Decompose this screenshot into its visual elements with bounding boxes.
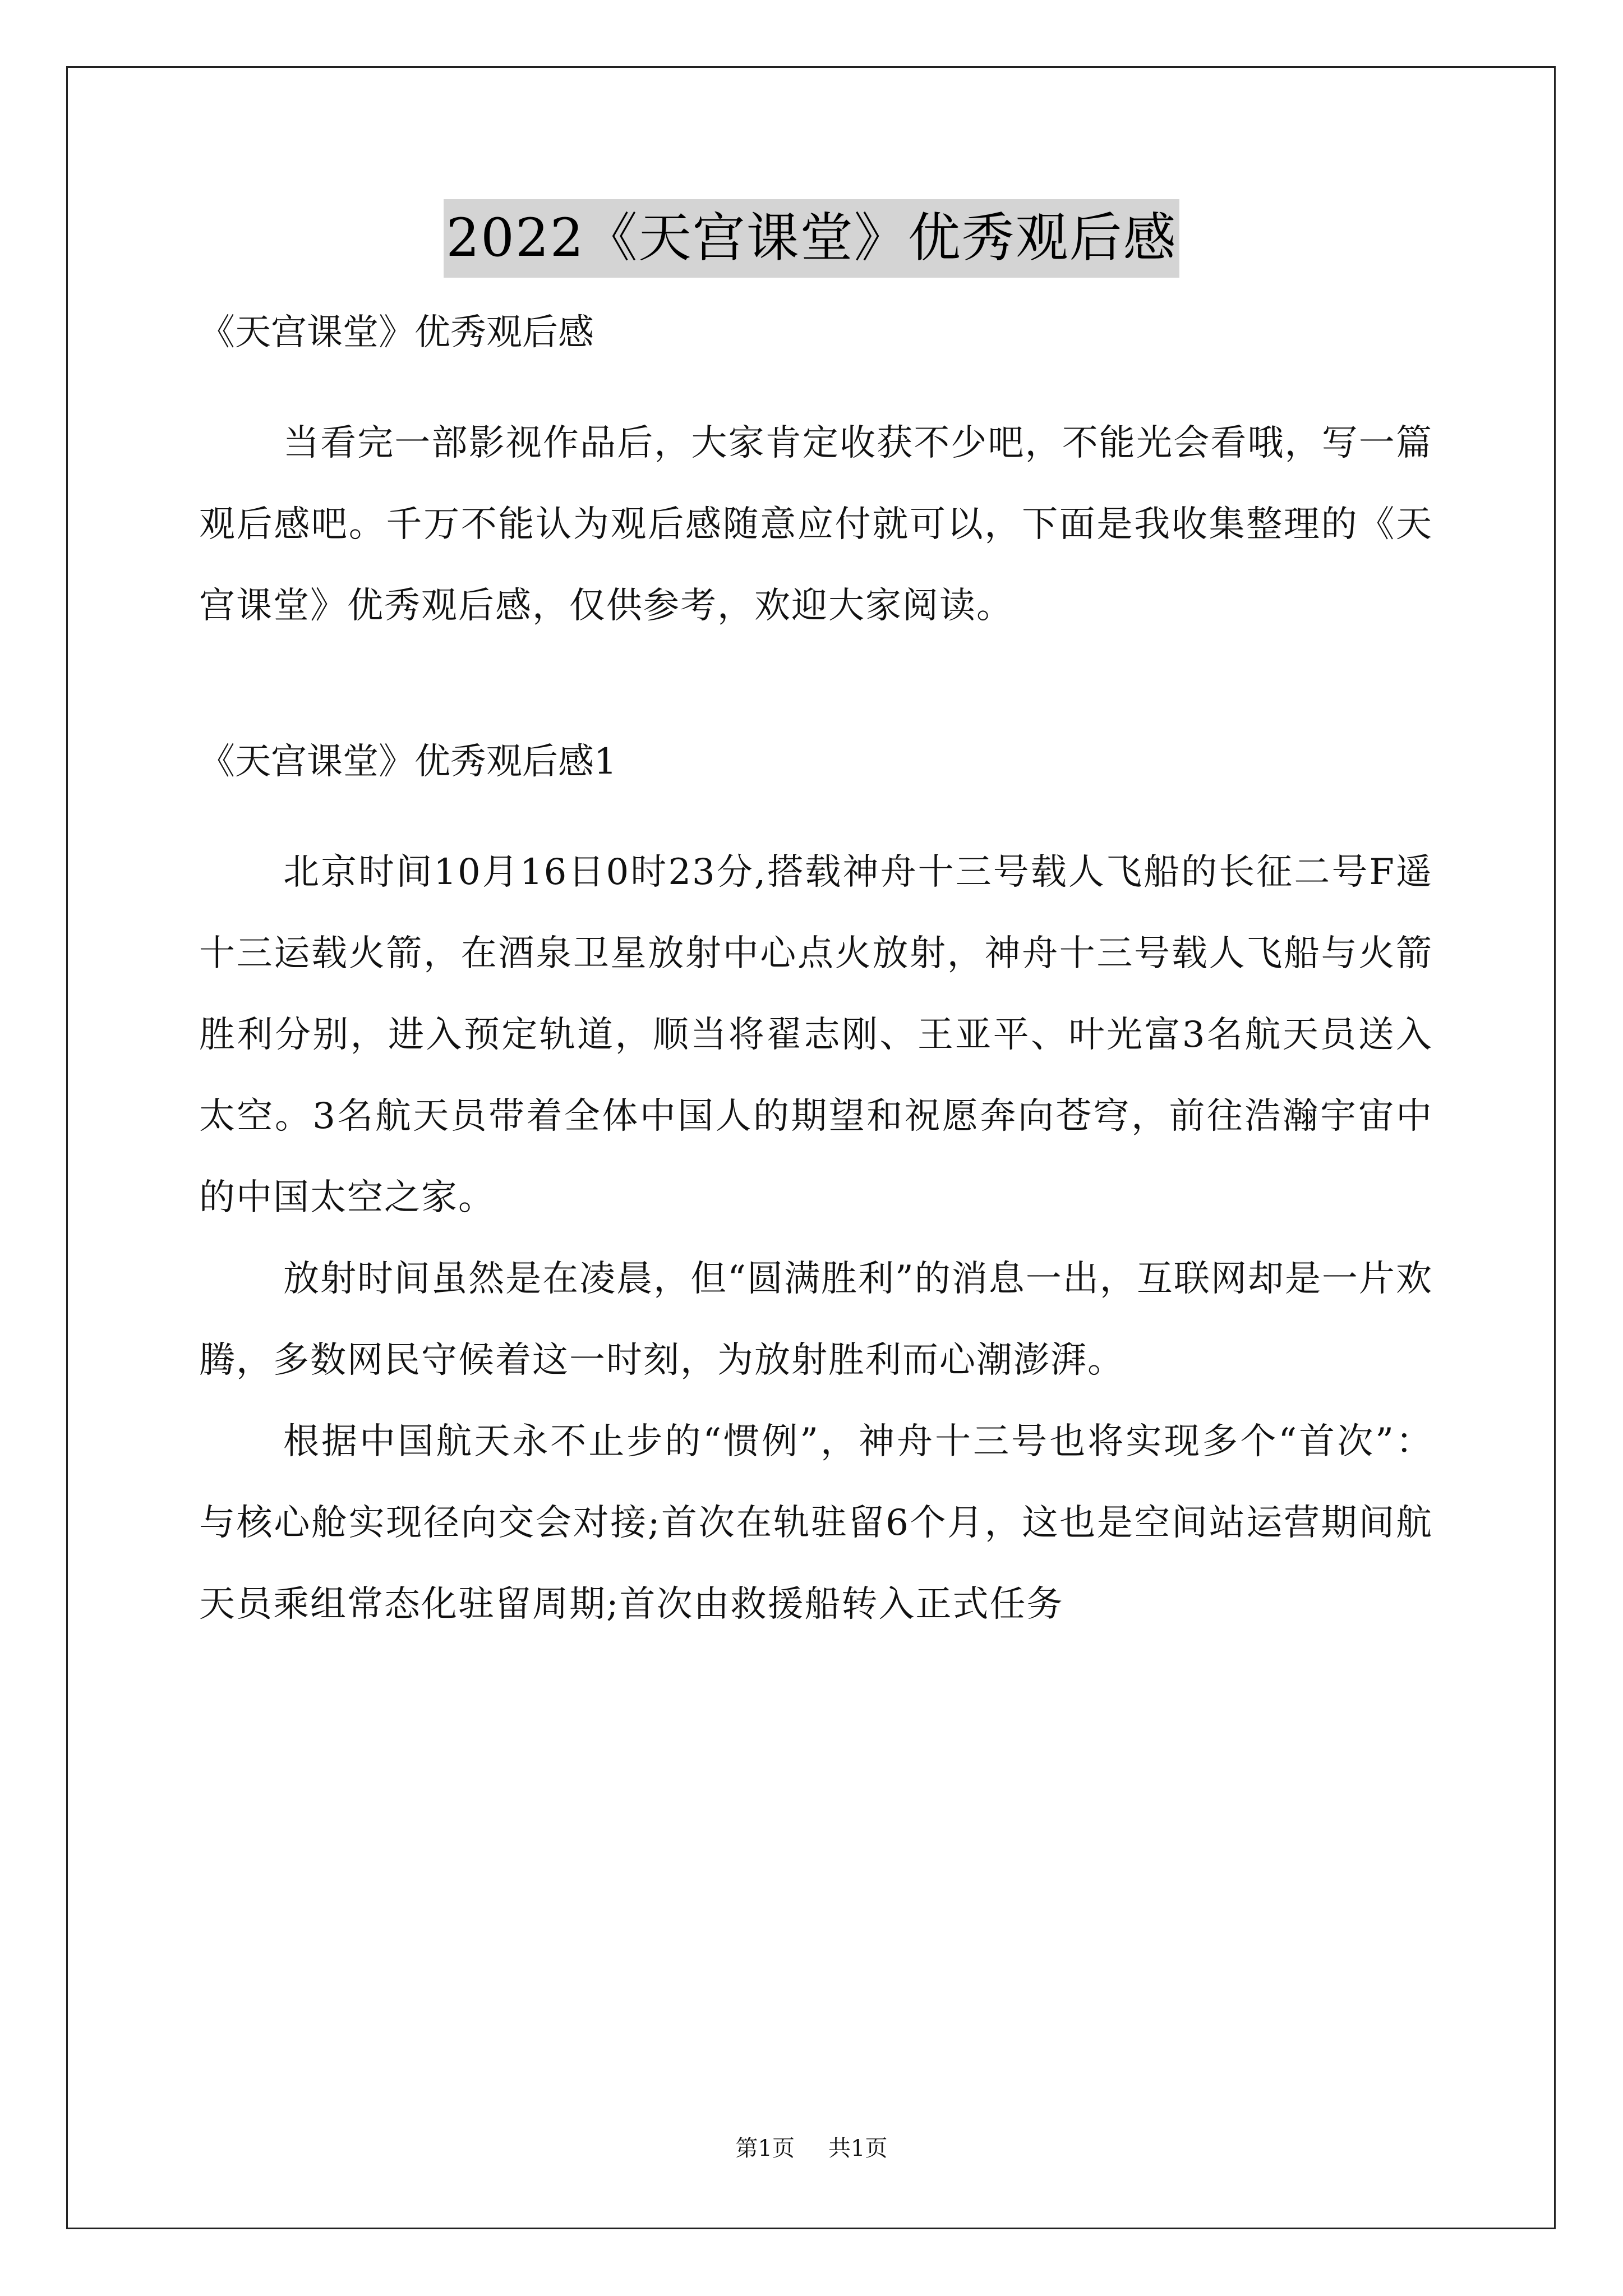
page-footer xyxy=(0,2132,1623,2165)
section-heading: 《天宫课堂》优秀观后感1 xyxy=(199,741,617,783)
document-title: 2022《天宫课堂》优秀观后感 xyxy=(444,199,1179,278)
intro-paragraph: 当看完一部影视作品后，大家肯定收获不少吧，不能光会看哦，写一篇观后感吧。千万不能认为观后感随意应付就可以，下面是我收集整理的《天宫课堂》优秀观后感，仅供参考，欢迎大家阅读。 xyxy=(199,422,1433,627)
page-total: 共1页 xyxy=(828,2136,888,2161)
page-number: 第1页 xyxy=(735,2136,795,2161)
subtitle: 《天宫课堂》优秀观后感 xyxy=(199,312,594,353)
document-body xyxy=(199,307,1433,1645)
body-paragraph: 北京时间10月16日0时23分,搭载神舟十三号载人飞船的长征二号F遥十三运载火箭，在酒泉卫星放射中心点火放射，神舟十三号载人飞船与火箭胜利分别，进入预定轨道，顺当将翟志刚、王亚平、叶光富3名航天员送入太空。3名航天员带着全体中国人的期望和祝愿奔向苍穹，前往浩瀚宇宙中的中国太空之家。 xyxy=(199,852,1433,1218)
body-paragraph: 放射时间虽然是在凌晨，但“圆满胜利”的消息一出，互联网却是一片欢腾，多数网民守候着这一时刻，为放射胜利而心潮澎湃。 xyxy=(199,1258,1433,1381)
body-paragraph: 根据中国航天永不止步的“惯例”，神舟十三号也将实现多个“首次”：与核心舱实现径向交会对接;首次在轨驻留6个月，这也是空间站运营期间航天员乘组常态化驻留周期;首次由救援船转入正式任务 xyxy=(199,1421,1433,1625)
title-container xyxy=(0,199,1623,278)
